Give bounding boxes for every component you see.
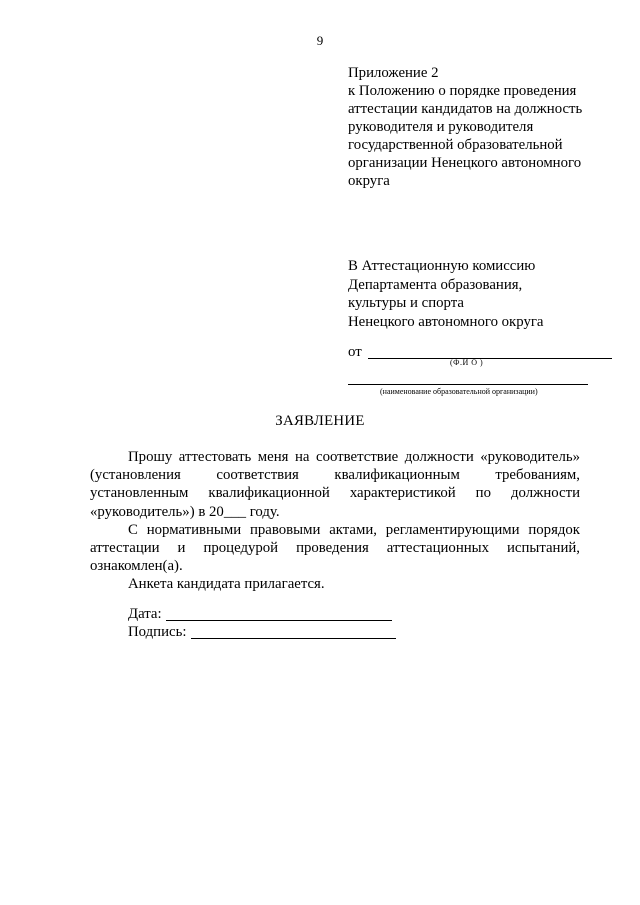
annex-line: округа [348,173,390,189]
annex-line: Приложение 2 [348,65,439,81]
date-label: Дата: [128,606,162,622]
from-label: от [348,344,362,360]
paragraph-line: ознакомлен(а). [90,558,183,575]
document-title: ЗАЯВЛЕНИЕ [275,413,365,429]
annex-line: руководителя и руководителя [348,119,534,135]
addressee-block [348,257,608,331]
annex-line: к Положению о порядке проведения [348,83,577,99]
addressee-line: Департамента образования, [348,276,523,293]
paragraph-line: Прошу аттестовать меня на соответствие должности «руководитель» [128,449,580,465]
statement-body [90,448,580,594]
signature-blank-line[interactable] [191,638,396,639]
signature-row [128,624,408,644]
paragraph-line: аттестации и процедурой проведения аттестационных испытаний, [90,540,580,557]
organization-caption: (наименование образовательной организации) [380,387,538,396]
paragraph-line: «руководитель») в 20___ году. [90,503,280,520]
fio-caption: (Ф.И О ) [450,358,484,367]
addressee-line: В Аттестационную комиссию [348,258,536,274]
annex-line: аттестации кандидатов на должность [348,101,583,117]
date-row [128,606,408,626]
fio-blank-line[interactable] [368,358,612,359]
paragraph-line: С нормативными правовыми актами, регламентирующими порядок [128,521,580,538]
paragraph-line: Анкета кандидата прилагается. [128,576,325,593]
organization-blank-line[interactable] [348,384,588,385]
signature-label: Подпись: [128,624,187,640]
date-blank-line[interactable] [166,620,392,621]
page-number: 9 [316,33,324,48]
annex-line: организации Ненецкого автономного [348,155,582,171]
addressee-line: Ненецкого автономного округа [348,313,544,330]
paragraph-line: установленным квалификационной характеристикой по должности [90,485,580,502]
annex-line: государственной образовательной [348,137,563,153]
addressee-line: культуры и спорта [348,295,464,311]
annex-header [348,64,608,190]
paragraph-line: (установления соответствия квалификационным требованиям, [90,467,580,484]
